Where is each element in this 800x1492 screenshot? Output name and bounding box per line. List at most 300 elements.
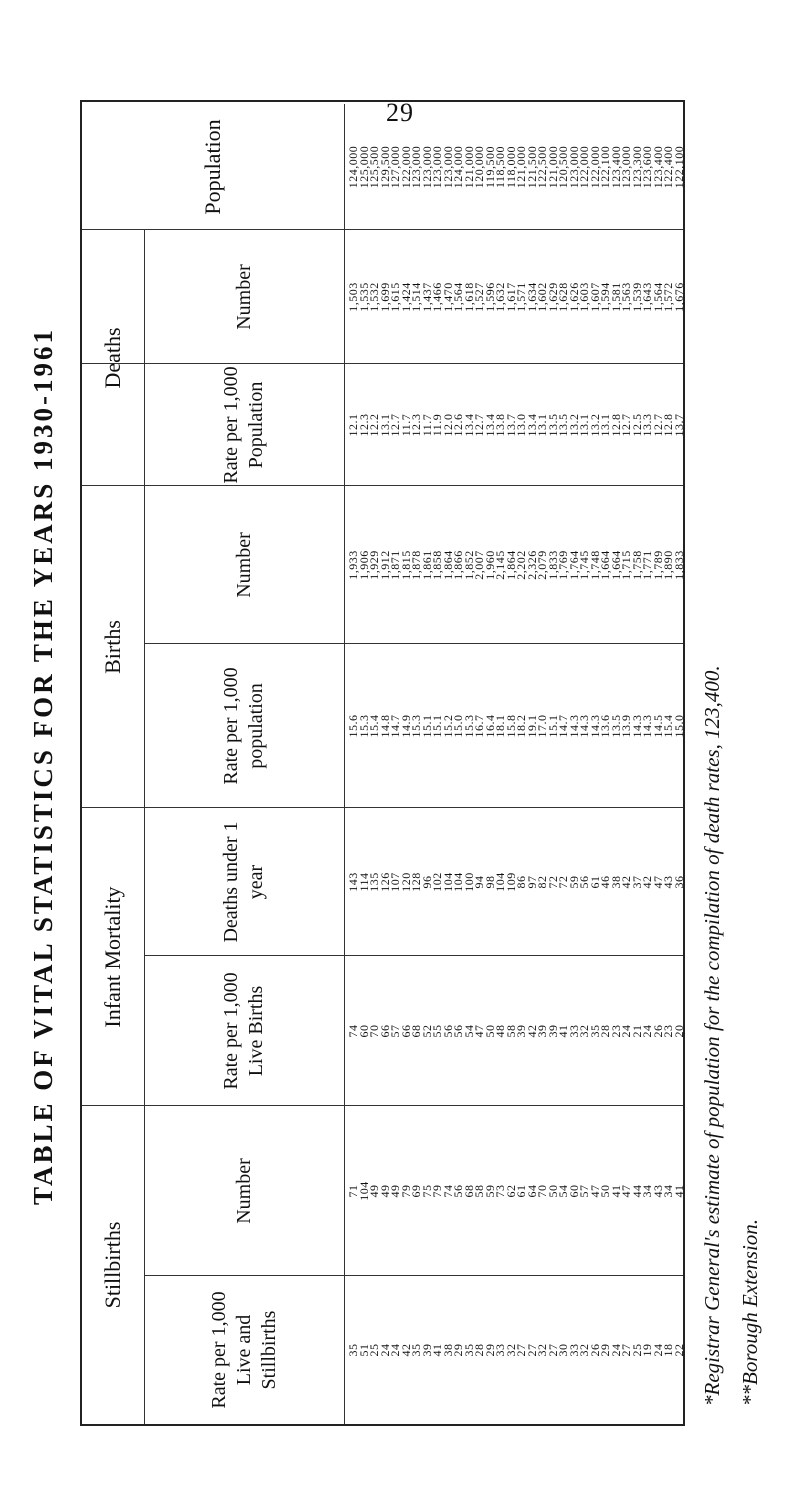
table-cell: 79 <box>398 1184 413 1198</box>
table-cell: 52 <box>419 1024 434 1038</box>
table-cell: 56 <box>451 1184 465 1198</box>
table-cell: 1,789 <box>650 550 665 580</box>
table-cell: 122,100 <box>598 145 612 189</box>
table-cell: 1,424 <box>398 282 413 312</box>
table-cell: 39 <box>419 1343 434 1357</box>
table-cell: 70 <box>367 1024 381 1038</box>
table-cell: 1,564 <box>451 282 465 312</box>
table-cell: 35 <box>409 1343 423 1357</box>
deaths-number-column <box>344 230 684 364</box>
table-cell: 36 <box>671 875 686 889</box>
still-number-column <box>344 1106 684 1276</box>
table-cell: 14.3 <box>640 714 654 738</box>
table-cell: 54 <box>461 1024 476 1038</box>
table-cell: 124,000 <box>346 145 360 189</box>
table-cell: 15.1 <box>430 714 444 738</box>
table-cell: 14.8 <box>377 714 392 738</box>
table-cell: 29 <box>598 1343 612 1357</box>
infant-deaths-header: Deaths under 1 year <box>220 821 267 943</box>
infant-deaths-column <box>344 808 684 956</box>
table-cell: 42 <box>524 1024 539 1038</box>
table-cell: 109 <box>503 872 518 892</box>
table-cell: 13.5 <box>556 413 570 437</box>
table-cell: 39 <box>545 1024 560 1038</box>
table-cell: 61 <box>587 875 602 889</box>
table-cell: 71 <box>346 1184 360 1198</box>
table-cell: 123,000 <box>566 145 581 189</box>
table-cell: 1,571 <box>514 282 528 312</box>
table-cell: 1,699 <box>377 282 392 312</box>
table-cell: 43 <box>650 1184 665 1198</box>
footnote-registrar: *Registrar General's estimate of population for the compilation of death rates, 123,400. <box>700 665 724 1406</box>
table-cell: 104 <box>440 872 455 892</box>
table-cell: 12.7 <box>619 413 633 437</box>
deaths-group-header: Deaths <box>100 327 125 389</box>
births-rate-header: Rate per 1,000 population <box>220 667 267 785</box>
table-cell: 1,858 <box>430 550 444 580</box>
table-cell: 124,000 <box>451 145 465 189</box>
table-cell: 39 <box>514 1024 528 1038</box>
table-cell: 13.5 <box>608 714 623 738</box>
table-cell: 38 <box>440 1343 455 1357</box>
table-cell: 14.3 <box>629 714 644 738</box>
table-cell: 1,906 <box>356 550 371 580</box>
table-cell: 1,539 <box>629 282 644 312</box>
table-cell: 43 <box>661 875 675 889</box>
table-cell: 47 <box>472 1024 486 1038</box>
table-cell: 46 <box>598 875 612 889</box>
table-cell: 120,500 <box>556 145 570 189</box>
table-cell: 122,000 <box>587 145 602 189</box>
table-cell: 1,771 <box>640 550 654 580</box>
table-cell: 129,500 <box>377 145 392 189</box>
table-cell: 41 <box>430 1343 444 1357</box>
table-cell: 2,326 <box>524 550 539 580</box>
deaths-rate-header: Rate per 1,000 Population <box>220 366 267 484</box>
table-cell: 12.8 <box>608 413 623 437</box>
table-cell: 27 <box>514 1343 528 1357</box>
births-group-header: Births <box>100 620 125 674</box>
table-cell: 24 <box>388 1343 402 1357</box>
table-cell: 1,532 <box>367 282 381 312</box>
table-cell: 16.4 <box>482 714 497 738</box>
table-cell: 15.6 <box>346 714 360 738</box>
table-cell: 18.2 <box>514 714 528 738</box>
table-cell: 12.2 <box>367 413 381 437</box>
table-cell: 59 <box>566 875 581 889</box>
still-number-header: Number <box>232 1158 255 1224</box>
deaths-rate-column <box>344 364 684 486</box>
table-cell: 13.4 <box>461 413 476 437</box>
table-cell: 122,400 <box>661 145 675 189</box>
table-cell: 1,890 <box>661 550 675 580</box>
table-cell: 1,815 <box>398 550 413 580</box>
table-cell: 13.9 <box>619 714 633 738</box>
table-cell: 1,764 <box>566 550 581 580</box>
table-cell: 13.3 <box>640 413 654 437</box>
table-cell: 15.0 <box>671 714 686 738</box>
table-cell: 1,676 <box>671 282 686 312</box>
table-cell: 56 <box>451 1024 465 1038</box>
table-cell: 125,500 <box>367 145 381 189</box>
table-cell: 1,503 <box>346 282 360 312</box>
table-cell: 25 <box>367 1343 381 1357</box>
table-cell: 60 <box>356 1024 371 1038</box>
table-cell: 1,861 <box>419 550 434 580</box>
table-cell: 74 <box>346 1024 360 1038</box>
table-cell: 1,852 <box>461 550 476 580</box>
table-cell: 48 <box>493 1024 507 1038</box>
table-cell: 13.2 <box>566 413 581 437</box>
table-cell: 104 <box>356 1181 371 1201</box>
deaths-number-header: Number <box>232 264 255 330</box>
table-cell: 123,300 <box>629 145 644 189</box>
table-cell: 123,600 <box>640 145 654 189</box>
table-cell: 12.0 <box>440 413 455 437</box>
table-cell: 1,632 <box>493 282 507 312</box>
births-number-header: Number <box>232 532 255 598</box>
table-cell: 61 <box>514 1184 528 1198</box>
table-cell: 94 <box>472 875 486 889</box>
population-column <box>344 104 684 230</box>
table-cell: 1,864 <box>503 550 518 580</box>
table-cell: 12.3 <box>356 413 371 437</box>
table-cell: 13.1 <box>577 413 591 437</box>
table-cell: 11.7 <box>419 413 434 437</box>
table-cell: 14.3 <box>577 714 591 738</box>
table-cell: 1,564 <box>650 282 665 312</box>
table-cell: 1,594 <box>598 282 612 312</box>
table-cell: 1,664 <box>608 550 623 580</box>
table-cell: 128 <box>409 872 423 892</box>
table-cell: 12.7 <box>650 413 665 437</box>
table-cell: 1,715 <box>619 550 633 580</box>
table-cell: 32 <box>577 1343 591 1357</box>
table-cell: 1,615 <box>388 282 402 312</box>
table-cell: 1,745 <box>577 550 591 580</box>
table-cell: 1,866 <box>451 550 465 580</box>
table-cell: 32 <box>535 1343 549 1357</box>
table-cell: 24 <box>608 1343 623 1357</box>
table-cell: 1,748 <box>587 550 602 580</box>
table-cell: 121,000 <box>461 145 476 189</box>
table-cell: 26 <box>650 1024 665 1038</box>
table-cell: 1,912 <box>377 550 392 580</box>
births-rate-column <box>344 644 684 808</box>
table-cell: 1,527 <box>472 282 486 312</box>
table-cell: 27 <box>619 1343 633 1357</box>
table-cell: 20 <box>671 1024 686 1038</box>
table-cell: 1,626 <box>566 282 581 312</box>
table-cell: 123,000 <box>419 145 434 189</box>
table-cell: 13.4 <box>482 413 497 437</box>
table-cell: 24 <box>640 1024 654 1038</box>
table-cell: 13.1 <box>377 413 392 437</box>
table-cell: 100 <box>461 872 476 892</box>
table-cell: 120 <box>398 872 413 892</box>
table-cell: 123,000 <box>619 145 633 189</box>
table-cell: 37 <box>629 875 644 889</box>
table-cell: 55 <box>430 1024 444 1038</box>
table-cell: 125,000 <box>356 145 371 189</box>
table-cell: 34 <box>661 1184 675 1198</box>
table-cell: 1,634 <box>524 282 539 312</box>
table-cell: 123,400 <box>650 145 665 189</box>
table-cell: 57 <box>388 1024 402 1038</box>
table-cell: 38 <box>608 875 623 889</box>
table-cell: 24 <box>619 1024 633 1038</box>
page-number: 29 <box>386 98 414 127</box>
table-cell: 96 <box>419 875 434 889</box>
table-cell: 69 <box>409 1184 423 1198</box>
table-cell: 1,933 <box>346 550 360 580</box>
table-cell: 56 <box>577 875 591 889</box>
table-cell: 1,758 <box>629 550 644 580</box>
table-cell: 14.7 <box>556 714 570 738</box>
table-cell: 27 <box>545 1343 560 1357</box>
table-cell: 15.2 <box>440 714 455 738</box>
table-cell: 13.2 <box>587 413 602 437</box>
table-cell: 15.3 <box>356 714 371 738</box>
table-cell: 97 <box>524 875 539 889</box>
table-cell: 19.1 <box>524 714 539 738</box>
table-cell: 122,000 <box>577 145 591 189</box>
table-cell: 1,581 <box>608 282 623 312</box>
table-cell: 29 <box>451 1343 465 1357</box>
infant-rate-header: Rate per 1,000 Live Births <box>220 972 267 1090</box>
table-cell: 1,470 <box>440 282 455 312</box>
table-cell: 123,000 <box>440 145 455 189</box>
births-number-column <box>344 486 684 644</box>
table-cell: 135 <box>367 872 381 892</box>
table-cell: 13.7 <box>503 413 518 437</box>
table-cell: 15.0 <box>451 714 465 738</box>
table-cell: 121,000 <box>514 145 528 189</box>
table-cell: 27 <box>524 1343 539 1357</box>
table-cell: 68 <box>461 1184 476 1198</box>
table-cell: 1,618 <box>461 282 476 312</box>
table-cell: 50 <box>545 1184 560 1198</box>
table-cell: 123,000 <box>430 145 444 189</box>
table-cell: 114 <box>356 872 371 892</box>
table-cell: 29 <box>482 1343 497 1357</box>
table-cell: 34 <box>640 1184 654 1198</box>
table-cell: 1,769 <box>556 550 570 580</box>
table-cell: 15.4 <box>661 714 675 738</box>
table-cell: 107 <box>388 872 402 892</box>
table-cell: 25 <box>629 1343 644 1357</box>
table-cell: 12.6 <box>451 413 465 437</box>
table-cell: 60 <box>566 1184 581 1198</box>
table-cell: 58 <box>472 1184 486 1198</box>
table-cell: 13.1 <box>598 413 612 437</box>
table-cell: 86 <box>514 875 528 889</box>
table-cell: 121,500 <box>524 145 539 189</box>
table-cell: 118,000 <box>503 145 518 189</box>
table-cell: 1,535 <box>356 282 371 312</box>
footnote-borough: **Borough Extension. <box>738 1218 762 1406</box>
table-cell: 122,500 <box>535 145 549 189</box>
table-cell: 1,617 <box>503 282 518 312</box>
table-cell: 33 <box>493 1343 507 1357</box>
table-cell: 14.5 <box>650 714 665 738</box>
table-cell: 47 <box>587 1184 602 1198</box>
table-cell: 1,572 <box>661 282 675 312</box>
table-cell: 1,871 <box>388 550 402 580</box>
table-cell: 28 <box>472 1343 486 1357</box>
table-cell: 72 <box>556 875 570 889</box>
table-cell: 64 <box>524 1184 539 1198</box>
table-cell: 66 <box>377 1024 392 1038</box>
table-cell: 1,628 <box>556 282 570 312</box>
table-cell: 15.1 <box>545 714 560 738</box>
table-cell: 33 <box>566 1024 581 1038</box>
table-cell: 42 <box>640 875 654 889</box>
table-cell: 66 <box>398 1024 413 1038</box>
table-cell: 17.0 <box>535 714 549 738</box>
table-cell: 143 <box>346 872 360 892</box>
table-cell: 59 <box>482 1184 497 1198</box>
statistics-table <box>80 100 685 1426</box>
infant-mortality-group-header: Infant Mortality <box>100 886 125 1028</box>
table-cell: 49 <box>367 1184 381 1198</box>
table-cell: 13.6 <box>598 714 612 738</box>
table-cell: 122,000 <box>398 145 413 189</box>
table-cell: 121,000 <box>545 145 560 189</box>
table-cell: 26 <box>587 1343 602 1357</box>
population-header: Population <box>200 119 225 215</box>
table-cell: 47 <box>619 1184 633 1198</box>
table-cell: 119,500 <box>482 145 497 189</box>
stillbirths-group-header: Stillbirths <box>100 1221 125 1309</box>
table-cell: 1,929 <box>367 550 381 580</box>
table-cell: 14.3 <box>566 714 581 738</box>
table-cell: 12.1 <box>346 413 360 437</box>
table-cell: 23 <box>608 1024 623 1038</box>
table-cell: 18 <box>661 1343 675 1357</box>
table-cell: 13.7 <box>671 413 686 437</box>
table-cell: 13.1 <box>535 413 549 437</box>
table-cell: 2,202 <box>514 550 528 580</box>
table-cell: 127,000 <box>388 145 402 189</box>
table-cell: 41 <box>671 1184 686 1198</box>
table-cell: 15.1 <box>419 714 434 738</box>
table-cell: 1,664 <box>598 550 612 580</box>
table-cell: 75 <box>419 1184 434 1198</box>
table-cell: 1,607 <box>587 282 602 312</box>
table-cell: 15.4 <box>367 714 381 738</box>
table-cell: 62 <box>503 1184 518 1198</box>
table-cell: 58 <box>503 1024 518 1038</box>
table-cell: 50 <box>482 1024 497 1038</box>
table-cell: 19 <box>640 1343 654 1357</box>
table-cell: 1,466 <box>430 282 444 312</box>
table-cell: 123,400 <box>608 145 623 189</box>
table-cell: 118,500 <box>493 145 507 189</box>
table-cell: 1,563 <box>619 282 633 312</box>
table-cell: 122,100 <box>671 145 686 189</box>
table-cell: 39 <box>535 1024 549 1038</box>
table-cell: 22 <box>671 1343 686 1357</box>
table-cell: 74 <box>440 1184 455 1198</box>
table-cell: 57 <box>577 1184 591 1198</box>
table-cell: 1,437 <box>419 282 434 312</box>
table-cell: 1,603 <box>577 282 591 312</box>
table-cell: 12.7 <box>388 413 402 437</box>
table-cell: 14.7 <box>388 714 402 738</box>
infant-rate-column <box>344 956 684 1106</box>
table-cell: 12.3 <box>409 413 423 437</box>
table-cell: 104 <box>451 872 465 892</box>
table-cell: 42 <box>619 875 633 889</box>
table-cell: 11.9 <box>430 413 444 437</box>
table-cell: 68 <box>409 1024 423 1038</box>
table-cell: 13.4 <box>524 413 539 437</box>
table-cell: 24 <box>650 1343 665 1357</box>
table-cell: 72 <box>545 875 560 889</box>
table-cell: 12.7 <box>472 413 486 437</box>
table-cell: 1,629 <box>545 282 560 312</box>
still-rate-column <box>344 1276 684 1424</box>
table-cell: 35 <box>461 1343 476 1357</box>
table-cell: 2,079 <box>535 550 549 580</box>
table-cell: 35 <box>587 1024 602 1038</box>
table-cell: 12.5 <box>629 413 644 437</box>
table-cell: 21 <box>629 1024 644 1038</box>
table-cell: 13.0 <box>514 413 528 437</box>
table-cell: 56 <box>440 1024 455 1038</box>
table-cell: 50 <box>598 1184 612 1198</box>
table-cell: 14.3 <box>587 714 602 738</box>
table-cell: 33 <box>566 1343 581 1357</box>
table-cell: 15.3 <box>409 714 423 738</box>
table-cell: 44 <box>629 1184 644 1198</box>
table-cell: 1,596 <box>482 282 497 312</box>
table-cell: 16.7 <box>472 714 486 738</box>
table-cell: 1,833 <box>545 550 560 580</box>
table-cell: 79 <box>430 1184 444 1198</box>
table-cell: 102 <box>430 872 444 892</box>
table-cell: 2,007 <box>472 550 486 580</box>
table-cell: 73 <box>493 1184 507 1198</box>
table-cell: 98 <box>482 875 497 889</box>
table-cell: 42 <box>398 1343 413 1357</box>
table-cell: 14.9 <box>398 714 413 738</box>
table-cell: 1,864 <box>440 550 455 580</box>
table-cell: 51 <box>356 1343 371 1357</box>
table-title: TABLE OF VITAL STATISTICS FOR THE YEARS 1930-1961 <box>28 327 58 1205</box>
table-cell: 49 <box>377 1184 392 1198</box>
table-cell: 28 <box>598 1024 612 1038</box>
table-cell: 30 <box>556 1343 570 1357</box>
table-cell: 1,514 <box>409 282 423 312</box>
rotated-table-page <box>0 106 800 1426</box>
table-cell: 1,643 <box>640 282 654 312</box>
table-cell: 41 <box>556 1024 570 1038</box>
table-cell: 18.1 <box>493 714 507 738</box>
table-cell: 35 <box>346 1343 360 1357</box>
table-cell: 70 <box>535 1184 549 1198</box>
table-cell: 123,000 <box>409 145 423 189</box>
table-cell: 1,833 <box>671 550 686 580</box>
table-cell: 82 <box>535 875 549 889</box>
table-cell: 1,960 <box>482 550 497 580</box>
table-cell: 41 <box>608 1184 623 1198</box>
table-cell: 1,878 <box>409 550 423 580</box>
table-cell: 15.8 <box>503 714 518 738</box>
still-rate-header: Rate per 1,000 Live and Stillbirths <box>207 1291 280 1409</box>
table-cell: 24 <box>377 1343 392 1357</box>
